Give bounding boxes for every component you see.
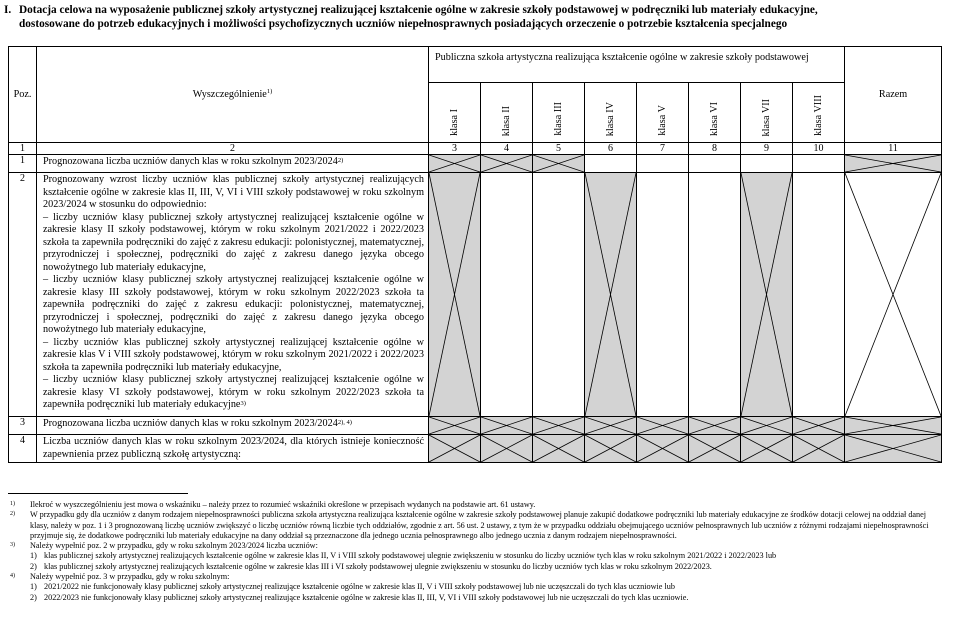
cross-mark — [429, 155, 480, 172]
column-number: 1 — [9, 143, 37, 155]
crossed-cell — [741, 173, 793, 417]
column-number: 3 — [429, 143, 481, 155]
column-number: 8 — [689, 143, 741, 155]
cross-mark — [637, 435, 688, 462]
column-number: 7 — [637, 143, 689, 155]
footnote-mark: 3) — [10, 542, 15, 549]
crossed-cell — [741, 435, 793, 463]
cross-mark — [741, 435, 792, 462]
class-label: klasa VII — [761, 98, 772, 136]
input-cell[interactable] — [481, 173, 533, 417]
footnote-item-number: 1) — [30, 582, 37, 592]
column-group-header: Publiczna szkoła artystyczna realizująca kształcenie ogólne w zakresie szkoły podstawowej — [429, 47, 845, 83]
section-number: I. — [4, 4, 12, 16]
class-label: klasa V — [657, 105, 668, 136]
cross-mark — [689, 417, 740, 434]
row-text: Prognozowana liczba uczniów danych klas w roku szkolnym 2023/2024 — [43, 418, 338, 429]
crossed-cell — [481, 155, 533, 173]
crossed-cell — [845, 155, 942, 173]
input-cell[interactable] — [689, 173, 741, 417]
footnote-item-number: 1) — [30, 551, 37, 561]
column-number: 2 — [37, 143, 429, 155]
cross-mark — [429, 435, 480, 462]
footnote — [10, 572, 940, 603]
row-description — [37, 155, 429, 173]
crossed-cell — [585, 173, 637, 417]
footnotes — [10, 500, 940, 603]
row-poz: 2 — [9, 173, 37, 417]
row-text-line — [43, 374, 424, 412]
cross-mark — [481, 155, 532, 172]
column-header-poz: Poz. — [9, 47, 37, 143]
column-number: 10 — [793, 143, 845, 155]
cross-mark — [585, 173, 636, 416]
footnote — [10, 500, 940, 510]
crossed-cell — [845, 173, 942, 417]
crossed-cell — [429, 435, 481, 463]
description-header-label: Wyszczególnienie — [192, 89, 267, 100]
row-description: Liczba uczniów danych klas w roku szkolnym 2023/2024, dla których istnieje konieczność zapewnienia przez publiczną szkołę artystyczną: — [37, 435, 429, 463]
class-label: klasa III — [553, 102, 564, 136]
column-header-class — [689, 83, 741, 143]
footnote-mark: 1) — [10, 501, 15, 507]
cross-mark — [793, 435, 844, 462]
crossed-cell — [429, 155, 481, 173]
crossed-cell — [793, 435, 845, 463]
column-number: 9 — [741, 143, 793, 155]
crossed-cell — [429, 173, 481, 417]
footnote-item-text: klas publicznej szkoły artystycznej realizujących kształcenie ogólne w zakresie klas II, V i VIII szkoły podstawowej ulegnie zwiększeniu w stosunku do liczby uczniów tych klas w roku szkolnym 2021/2022 i 2022/2023 lub — [44, 551, 777, 561]
crossed-cell — [793, 417, 845, 435]
column-number: 5 — [533, 143, 585, 155]
cross-mark — [689, 435, 740, 462]
table-row — [9, 173, 942, 417]
input-cell[interactable] — [793, 155, 845, 173]
description-header-footnote: 1) — [266, 88, 273, 95]
crossed-cell — [741, 417, 793, 435]
footnote-item — [30, 582, 940, 592]
row-description — [37, 173, 429, 417]
footnote-mark: 4) — [10, 573, 15, 580]
cross-mark — [845, 435, 941, 462]
footnote-item-text: 2022/2023 nie funkcjonowały klasy publicznej szkoły artystycznej realizujące kształcenie ogólne w zakresie klas II, III, V, VI i VIII szkoły podstawowej lub nie uczęszczali do tych klas uczniowie. — [44, 592, 689, 602]
crossed-cell — [533, 155, 585, 173]
column-header-class — [533, 83, 585, 143]
column-header-description — [37, 47, 429, 143]
row-text-line: – liczby uczniów klasy publicznej szkoły artystycznej realizującej kształcenie ogólne w zakresie klasy III szkoły podstawowej, którym w roku szkolnym 2022/2023 szkoła ta zapewniła podręczniki do zajęć z zakresu edukacji: polonistycznej, matematycznej, przyrodniczej i społecznej, podręczniki do zajęć z zakresu danego języka obcego nowożytnego lub materiały edukacyjne, — [43, 274, 424, 335]
crossed-cell — [689, 417, 741, 435]
row-description — [37, 417, 429, 435]
cross-mark — [585, 435, 636, 462]
cross-mark — [793, 417, 844, 434]
crossed-cell — [689, 435, 741, 463]
footnote-item — [30, 551, 940, 561]
footnote-item — [30, 562, 940, 572]
class-label: klasa II — [501, 105, 512, 136]
footnote-text: W przypadku gdy dla uczniów z danym rodzajem niepełnosprawności publiczna szkoła artystyczna realizująca kształcenie ogólne w zakresie szkoły podstawowej planuje zakupić dodatkowe podręczniki lub materiały edukacyjne ze środków dotacji celowej na oddział danej klasy, należy w poz. 1 i 3 prognozowaną liczbę uczniów zwiększyć o liczbę uczniów równą liczbie tych oddziałów, zgodnie z art. 56 ust. 2 ustawy, z tym że w przypadku oddziału obejmującego uczniów pełnosprawnych lub uczniów z różnymi rodzajami niepełnosprawności przyjmuje się, że dodatkowe podręczniki lub materiały edukacyjne na dany oddział są przeznaczone dla jednego ucznia pełnosprawnego albo jednego ucznia z danym rodzajem niepełnosprawności. — [30, 510, 929, 540]
column-header-class — [793, 83, 845, 143]
input-cell[interactable] — [637, 155, 689, 173]
column-header-class — [637, 83, 689, 143]
footnote-mark: 2) — [10, 511, 15, 518]
cross-mark — [429, 417, 480, 434]
crossed-cell — [637, 417, 689, 435]
heading-line-2: dostosowane do potrzeb edukacyjnych i możliwości psychofizycznych uczniów niepełnosprawnych posiadających orzeczenie o potrzebie kształcenia specjalnego — [19, 18, 788, 30]
row-footnote-ref: 2) — [337, 157, 344, 164]
cross-mark — [481, 417, 532, 434]
footnote-item-text: 2021/2022 nie funkcjonowały klasy publicznej szkoły artystycznej realizujące kształcenie ogólne w zakresie klas II, V i VIII szkoły podstawowej lub nie uczęszczali do tych klas uczniowie lub — [44, 582, 675, 592]
row-poz: 1 — [9, 155, 37, 173]
input-cell[interactable] — [585, 155, 637, 173]
cross-mark — [533, 155, 584, 172]
subsidy-table — [8, 46, 942, 463]
column-header-class — [481, 83, 533, 143]
footnote-item — [30, 593, 940, 603]
cross-mark — [741, 173, 792, 416]
column-number: 11 — [845, 143, 942, 155]
row-poz: 3 — [9, 417, 37, 435]
cross-mark — [533, 435, 584, 462]
column-header-class — [585, 83, 637, 143]
row-text-line: Prognozowany wzrost liczby uczniów klas publicznej szkoły artystycznej realizujących kształcenie ogólne w zakresie klas II, III, V, VI i VIII szkoły podstawowej w roku szkolnym 2023/2024 w stosunku do odpowiednio: — [43, 174, 424, 210]
cross-mark — [585, 417, 636, 434]
row-text-line: – liczby uczniów klas publicznej szkoły artystycznej realizującej kształcenie ogólne w zakresie klas V i VIII szkoły podstawowej, którym w roku szkolnym 2021/2022 i 2022/2023 szkoła ta zapewniła podręczniki lub materiały edukacyjne, — [43, 336, 424, 373]
table-row — [9, 155, 942, 173]
row-text: Prognozowana liczba uczniów danych klas w roku szkolnym 2023/2024 — [43, 156, 338, 167]
cross-mark — [637, 417, 688, 434]
column-header-total: Razem — [845, 47, 942, 143]
crossed-cell — [585, 435, 637, 463]
row-poz: 4 — [9, 435, 37, 463]
row-text-line: – liczby uczniów klasy publicznej szkoły artystycznej realizującej kształcenie ogólne w zakresie klasy II szkoły podstawowej, którym w roku szkolnym 2021/2022 i 2022/2023 szkoła ta zapewniła podręczniki do zajęć z zakresu edukacji: polonistycznej, matematycznej, przyrodniczej i społecznej, podręczniki do zajęć z zakresu danego języka obcego nowożytnego lub materiały edukacyjne, — [43, 211, 424, 273]
column-number: 6 — [585, 143, 637, 155]
input-cell[interactable] — [533, 173, 585, 417]
input-cell[interactable] — [793, 173, 845, 417]
row-footnote-ref: 2), 4) — [337, 419, 352, 426]
cross-mark — [429, 173, 480, 416]
section-heading — [4, 3, 949, 31]
row-footnote-ref: 3) — [240, 400, 246, 407]
footnote-item-number: 2) — [30, 561, 37, 571]
footnote-item-text: klas publicznej szkoły artystycznej realizujących kształcenie ogólne w zakresie klas III i VI szkoły podstawowej ulegnie zwiększeniu w stosunku do liczby uczniów tych klas w roku szkolnym 2022/2023. — [44, 561, 712, 571]
footnote-text: Należy wypełnić poz. 3 w przypadku, gdy w roku szkolnym: — [30, 572, 230, 582]
input-cell[interactable] — [689, 155, 741, 173]
cross-mark — [845, 173, 941, 416]
class-label: klasa VIII — [813, 95, 825, 136]
crossed-cell — [481, 417, 533, 435]
crossed-cell — [481, 435, 533, 463]
table-row — [9, 435, 942, 463]
input-cell[interactable] — [637, 173, 689, 417]
cross-mark — [845, 155, 941, 172]
footnote-text: Należy wypełnić poz. 2 w przypadku, gdy w roku szkolnym 2023/2024 liczba uczniów: — [30, 541, 318, 551]
footnote — [10, 541, 940, 572]
cross-mark — [533, 417, 584, 434]
crossed-cell — [533, 417, 585, 435]
footnote-text: Ilekroć w wyszczególnieniu jest mowa o wskaźniku – należy przez to rozumieć wskaźniki określone w przepisach wydanych na podstawie art. 61 ustawy. — [30, 500, 536, 509]
cross-mark — [741, 417, 792, 434]
input-cell[interactable] — [741, 155, 793, 173]
class-label: klasa I — [449, 109, 460, 136]
cross-mark — [845, 417, 941, 434]
column-header-class — [741, 83, 793, 143]
column-number: 4 — [481, 143, 533, 155]
row-text: – liczby uczniów klasy publicznej szkoły artystycznej realizującej kształcenie ogólne w zakresie klasy VI szkoły podstawowej, którym w roku szkolnym 2022/2023 szkoła ta zapewniła podręczniki lub materiały edukacyjne — [43, 374, 424, 410]
crossed-cell — [585, 417, 637, 435]
cross-mark — [481, 435, 532, 462]
column-number-row — [9, 143, 942, 155]
crossed-cell — [429, 417, 481, 435]
crossed-cell — [637, 435, 689, 463]
crossed-cell — [845, 435, 942, 463]
class-label: klasa VI — [709, 101, 720, 136]
column-header-class — [429, 83, 481, 143]
footnote — [10, 510, 940, 541]
heading-line-1: Dotacja celowa na wyposażenie publicznej szkoły artystycznej realizującej kształcenie ogólne w zakresie szkoły podstawowej w podręczniki lub materiały edukacyjne, — [19, 4, 818, 16]
footnote-item-number: 2) — [30, 592, 37, 602]
crossed-cell — [533, 435, 585, 463]
class-label: klasa IV — [605, 101, 616, 136]
crossed-cell — [845, 417, 942, 435]
footnote-divider — [8, 493, 188, 494]
table-row — [9, 417, 942, 435]
